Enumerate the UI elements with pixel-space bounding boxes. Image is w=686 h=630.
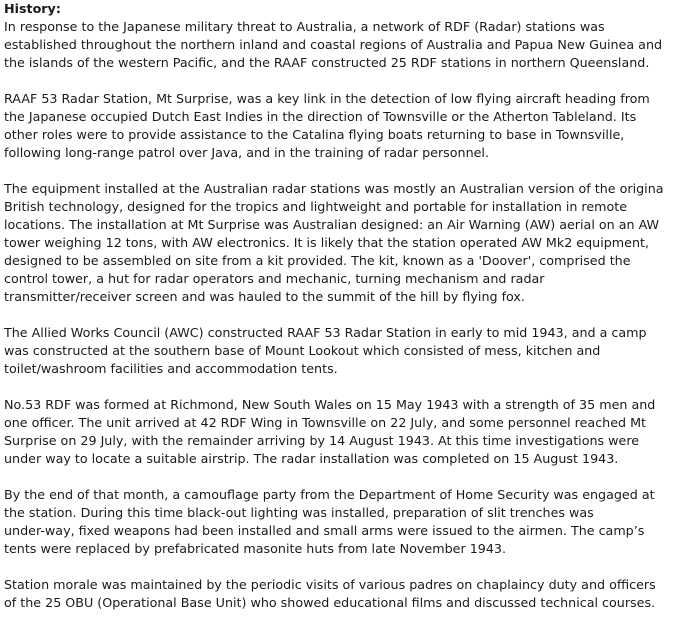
paragraph-line: was constructed at the southern base of Mount Lookout which consisted of mess, kitchen and: [4, 343, 601, 358]
paragraph-awc-construction: [4, 324, 686, 378]
paragraph-line: Surprise on 29 July, with the remainder arriving by 14 August 1943. At this time investigations were: [4, 433, 640, 448]
paragraph-line: The equipment installed at the Australian radar stations was mostly an Australian version of the origina: [4, 181, 664, 196]
paragraph-line: RAAF 53 Radar Station, Mt Surprise, was a key link in the detection of low flying aircraft heading from: [4, 91, 650, 106]
paragraph-line: transmitter/receiver screen and was hauled to the summit of the hill by flying fox.: [4, 289, 525, 304]
paragraph-line: under way to locate a suitable airstrip. The radar installation was completed on 15 August 1943.: [4, 451, 619, 466]
paragraph-line: tents were replaced by prefabricated masonite huts from late November 1943.: [4, 541, 507, 556]
paragraph-line: British technology, designed for the tropics and lightweight and portable for installation in remote: [4, 199, 628, 214]
paragraph-line: No.53 RDF was formed at Richmond, New South Wales on 15 May 1943 with a strength of 35 men and: [4, 397, 656, 412]
paragraph-line: Station morale was maintained by the periodic visits of various padres on chaplaincy duty and officers: [4, 577, 656, 592]
paragraph-mt-surprise-role: [4, 90, 686, 162]
paragraph-line: control tower, a hut for radar operators and mechanic, turning mechanism and radar: [4, 271, 545, 286]
paragraph-line: following long-range patrol over Java, and in the training of radar personnel.: [4, 145, 489, 160]
paragraph-unit-formation: [4, 396, 686, 468]
paragraph-line: tower weighing 12 tons, with AW electronics. It is likely that the station operated AW Mk2 equipment,: [4, 235, 649, 250]
paragraph-line: the Japanese occupied Dutch East Indies in the direction of Townsville or the Atherton Tableland. Its: [4, 109, 637, 124]
paragraph-line: under-way, fixed weapons had been installed and small arms were issued to the airmen. The camp’s: [4, 523, 645, 538]
paragraph-camouflage: [4, 486, 686, 558]
paragraph-line: other roles were to provide assistance to the Catalina flying boats returning to base in Townsville,: [4, 127, 625, 142]
paragraph-line: In response to the Japanese military threat to Australia, a network of RDF (Radar) stations was: [4, 19, 605, 34]
paragraph-line: toilet/washroom facilities and accommodation tents.: [4, 361, 338, 376]
history-document: [4, 0, 686, 630]
paragraph-line: of the 25 OBU (Operational Base Unit) who showed educational films and discussed technical courses.: [4, 595, 656, 610]
paragraph-line: the station. During this time black-out lighting was installed, preparation of slit trenches was: [4, 505, 594, 520]
history-heading: History:: [4, 1, 61, 16]
paragraph-line: established throughout the northern inland and coastal regions of Australia and Papua New Guinea and: [4, 37, 663, 52]
paragraph-line: the islands of the western Pacific, and the RAAF constructed 25 RDF stations in northern Queensland.: [4, 55, 650, 70]
paragraph-line: designed to be assembled on site from a kit provided. The kit, known as a 'Doover', comprised the: [4, 253, 631, 268]
paragraph-radar-network: [4, 18, 686, 72]
paragraph-line: locations. The installation at Mt Surprise was Australian designed: an Air Warning (AW) aerial on an AW: [4, 217, 660, 232]
paragraph-line: By the end of that month, a camouflage party from the Department of Home Security was engaged at: [4, 487, 655, 502]
paragraph-line: one officer. The unit arrived at 42 RDF Wing in Townsville on 22 July, and some personnel reached Mt: [4, 415, 647, 430]
paragraph-line: The Allied Works Council (AWC) constructed RAAF 53 Radar Station in early to mid 1943, and a camp: [4, 325, 647, 340]
paragraph-equipment: [4, 180, 686, 306]
paragraph-station-morale: [4, 576, 686, 612]
